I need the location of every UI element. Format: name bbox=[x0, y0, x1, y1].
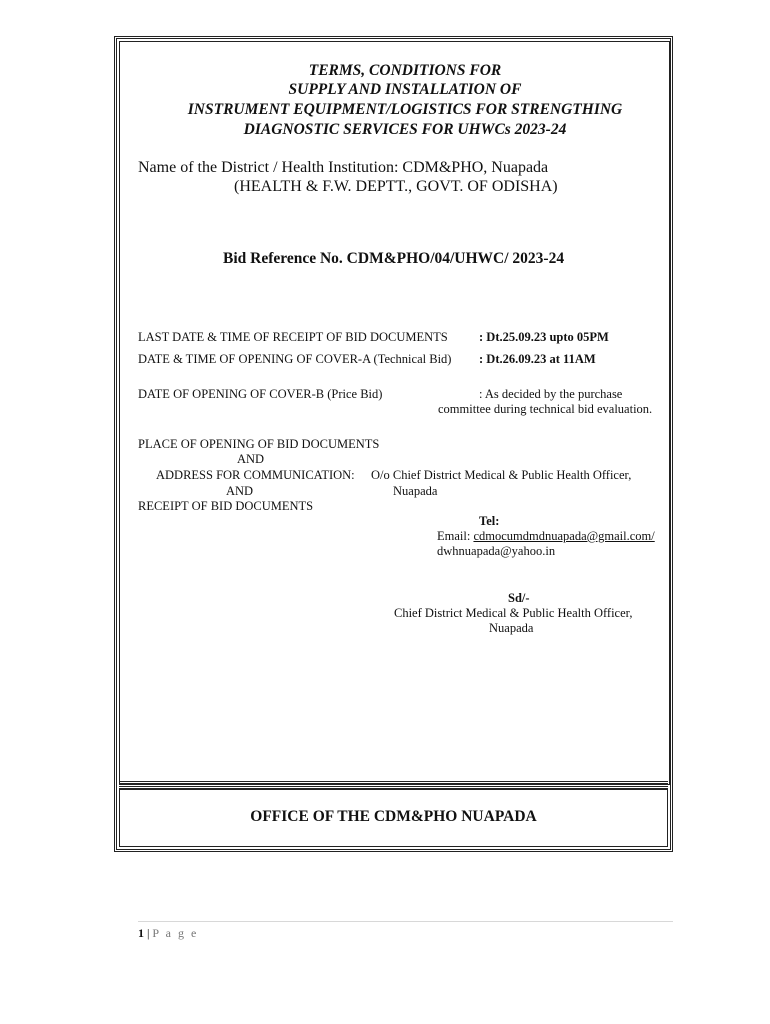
office-address-line-2: Nuapada bbox=[393, 484, 438, 498]
page-label: P a g e bbox=[152, 926, 199, 940]
page-separator: | bbox=[144, 926, 153, 940]
email-link-1[interactable]: cdmocumdmdnuapada@gmail.com/ bbox=[473, 529, 655, 543]
institution-name: Name of the District / Health Institution: CDM&PHO, Nuapada bbox=[138, 159, 549, 176]
and-label-2: AND bbox=[226, 484, 254, 498]
title-line-2: SUPPLY AND INSTALLATION OF bbox=[288, 81, 522, 98]
title-line-4: DIAGNOSTIC SERVICES FOR UHWCs 2023-24 bbox=[243, 121, 567, 138]
divider-band bbox=[119, 781, 668, 789]
opening-b-value-line-2: committee during technical bid evaluation. bbox=[438, 402, 653, 416]
opening-a-value: : Dt.26.09.23 at 11AM bbox=[479, 352, 596, 366]
last-date-label: LAST DATE & TIME OF RECEIPT OF BID DOCUMENTS bbox=[138, 330, 448, 344]
email-2: dwhnuapada@yahoo.in bbox=[437, 544, 556, 558]
office-address-line-1: O/o Chief District Medical & Public Health Officer, bbox=[371, 468, 632, 482]
opening-b-label: DATE OF OPENING OF COVER-B (Price Bid) bbox=[138, 387, 383, 401]
opening-a-label: DATE & TIME OF OPENING OF COVER-A (Technical Bid) bbox=[138, 352, 452, 366]
bid-reference: Bid Reference No. CDM&PHO/04/UHWC/ 2023-24 bbox=[223, 250, 565, 267]
title-line-1: TERMS, CONDITIONS FOR bbox=[308, 62, 502, 79]
opening-b-value-line-1: : As decided by the purchase bbox=[479, 387, 623, 401]
department-name: (HEALTH & F.W. DEPTT., GOVT. OF ODISHA) bbox=[234, 178, 558, 195]
email-prefix: Email: bbox=[437, 529, 474, 543]
signature-place: Nuapada bbox=[489, 621, 534, 635]
page-number: 1 bbox=[138, 926, 144, 940]
signature-designation: Chief District Medical & Public Health Officer, bbox=[394, 606, 633, 620]
tel-label: Tel: bbox=[479, 514, 500, 528]
communication-label: ADDRESS FOR COMMUNICATION: bbox=[156, 468, 355, 482]
footer-divider bbox=[138, 921, 673, 922]
and-label-1: AND bbox=[237, 452, 265, 466]
last-date-value: : Dt.25.09.23 upto 05PM bbox=[479, 330, 609, 344]
page-footer bbox=[138, 926, 198, 941]
place-label: PLACE OF OPENING OF BID DOCUMENTS bbox=[138, 437, 380, 451]
signature-sd: Sd/- bbox=[508, 591, 530, 605]
office-footer-title: OFFICE OF THE CDM&PHO NUAPADA bbox=[250, 808, 537, 825]
title-line-3: INSTRUMENT EQUIPMENT/LOGISTICS FOR STRENGTHING bbox=[187, 101, 623, 118]
receipt-label: RECEIPT OF BID DOCUMENTS bbox=[138, 499, 314, 513]
email-line bbox=[437, 529, 655, 544]
